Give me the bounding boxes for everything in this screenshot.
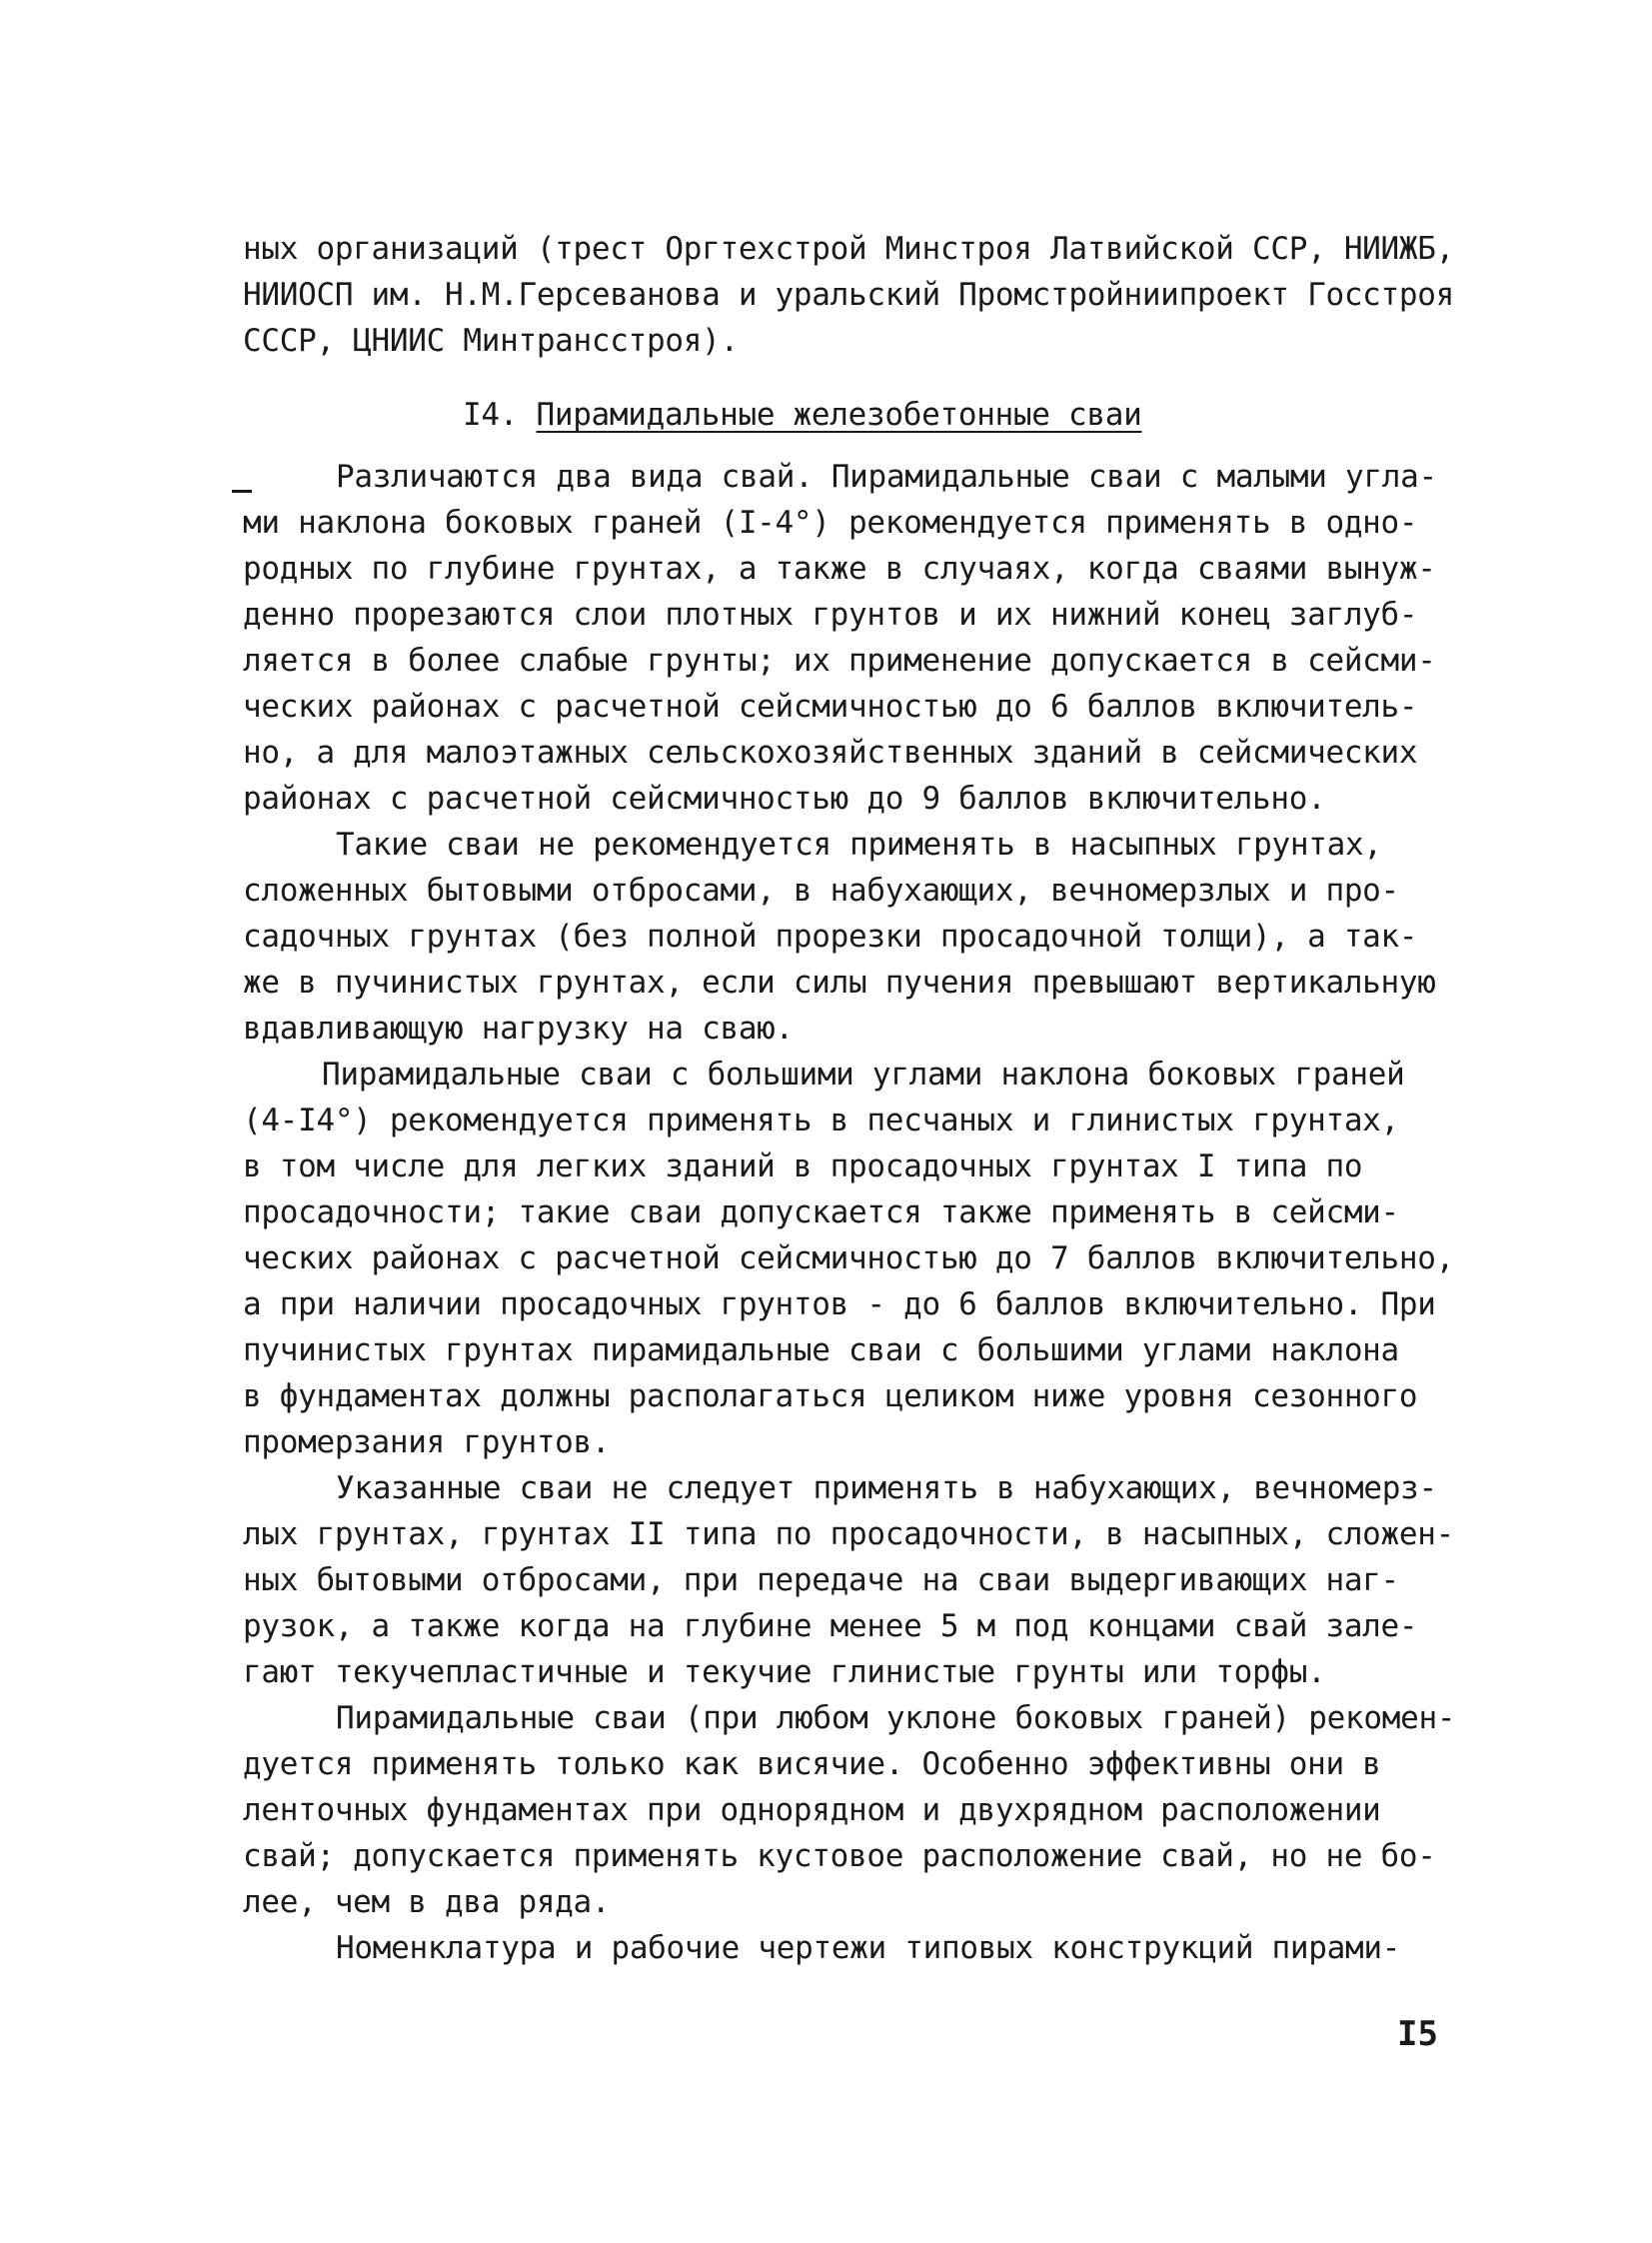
intro-line-1: ных организаций (трест Оргтехстрой Минстроя Латвийской ССР, НИИЖБ, <box>243 231 1454 267</box>
paragraph-4-line-3: ных бытовыми отбросами, при передаче на сваи выдергивающих наг- <box>243 1562 1399 1598</box>
paragraph-2-line-5: вдавливающую нагрузку на сваю. <box>243 1011 794 1047</box>
margin-dash-mark <box>232 490 252 493</box>
paragraph-1-line-1: Различаются два вида свай. Пирамидальные сваи с малыми угла- <box>336 459 1437 495</box>
paragraph-1-line-4: денно прорезаются слои плотных грунтов и их нижний конец заглуб- <box>243 597 1418 633</box>
intro-line-3: СССР, ЦНИИС Минтрансстроя). <box>243 323 739 359</box>
paragraph-4-line-4: рузок, а также когда на глубине менее 5 м под концами свай зале- <box>243 1608 1418 1644</box>
paragraph-1-line-2: ми наклона боковых граней (I-4°) рекомендуется применять в одно- <box>243 505 1418 541</box>
paragraph-5-line-3: ленточных фундаментах при однорядном и двухрядном расположении <box>243 1792 1381 1828</box>
paragraph-3-line-9: промерзания грунтов. <box>243 1424 611 1460</box>
section-number: I4. <box>463 397 519 433</box>
intro-line-2: НИИОСП им. Н.М.Герсеванова и уральский Промстройниипроект Госстроя <box>243 277 1454 313</box>
paragraph-5-line-2: дуется применять только как висячие. Особенно эффективны они в <box>243 1746 1381 1782</box>
paragraph-3-line-7: пучинистых грунтах пирамидальные сваи с большими углами наклона <box>243 1332 1399 1368</box>
paragraph-5-line-1: Пирамидальные сваи (при любом уклоне боковых граней) рекомен- <box>336 1700 1456 1736</box>
paragraph-1-line-7: но, а для малоэтажных сельскохозяйственных зданий в сейсмических <box>243 735 1418 771</box>
paragraph-3-line-3: в том числе для легких зданий в просадочных грунтах I типа по <box>243 1148 1363 1184</box>
paragraph-2-line-4: же в пучинистых грунтах, если силы пучения превышают вертикальную <box>243 965 1436 1001</box>
paragraph-3-line-2: (4-I4°) рекомендуется применять в песчаных и глинистых грунтах, <box>243 1103 1399 1138</box>
paragraph-1-line-3: родных по глубине грунтах, а также в случаях, когда сваями вынуж- <box>243 551 1436 587</box>
section-heading <box>463 392 1141 438</box>
paragraph-3-line-8: в фундаментах должны располагаться целиком ниже уровня сезонного <box>243 1378 1418 1414</box>
paragraph-3-line-1: Пирамидальные сваи с большими углами наклона боковых граней <box>322 1057 1405 1093</box>
paragraph-1-line-5: ляется в более слабые грунты; их применение допускается в сейсми- <box>243 643 1436 679</box>
paragraph-3-line-5: ческих районах с расчетной сейсмичностью до 7 баллов включительно, <box>243 1240 1454 1276</box>
paragraph-5-line-5: лее, чем в два ряда. <box>243 1884 611 1920</box>
section-title: Пирамидальные железобетонные сваи <box>536 397 1142 433</box>
page-number: I5 <box>1397 2014 1438 2054</box>
paragraph-1-line-6: ческих районах с расчетной сейсмичностью до 6 баллов включитель- <box>243 689 1418 725</box>
paragraph-2-line-1: Такие сваи не рекомендуется применять в насыпных грунтах, <box>336 827 1382 863</box>
paragraph-4-line-5: гают текучепластичные и текучие глинистые грунты или торфы. <box>243 1654 1326 1690</box>
paragraph-6-line-1: Номенклатура и рабочие чертежи типовых конструкций пирами- <box>336 1930 1401 1966</box>
paragraph-4-line-2: лых грунтах, грунтах II типа по просадочности, в насыпных, сложен- <box>243 1516 1454 1552</box>
paragraph-3-line-6: а при наличии просадочных грунтов - до 6 баллов включительно. При <box>243 1286 1436 1322</box>
paragraph-1-line-8: районах с расчетной сейсмичностью до 9 баллов включительно. <box>243 781 1326 817</box>
paragraph-2-line-2: сложенных бытовыми отбросами, в набухающих, вечномерзлых и про- <box>243 873 1399 909</box>
paragraph-2-line-3: садочных грунтах (без полной прорезки просадочной толщи), а так- <box>243 919 1418 955</box>
paragraph-4-line-1: Указанные сваи не следует применять в набухающих, вечномерз- <box>336 1470 1437 1506</box>
paragraph-5-line-4: свай; допускается применять кустовое расположение свай, но не бо- <box>243 1838 1436 1874</box>
paragraph-3-line-4: просадочности; такие сваи допускается также применять в сейсми- <box>243 1194 1399 1230</box>
